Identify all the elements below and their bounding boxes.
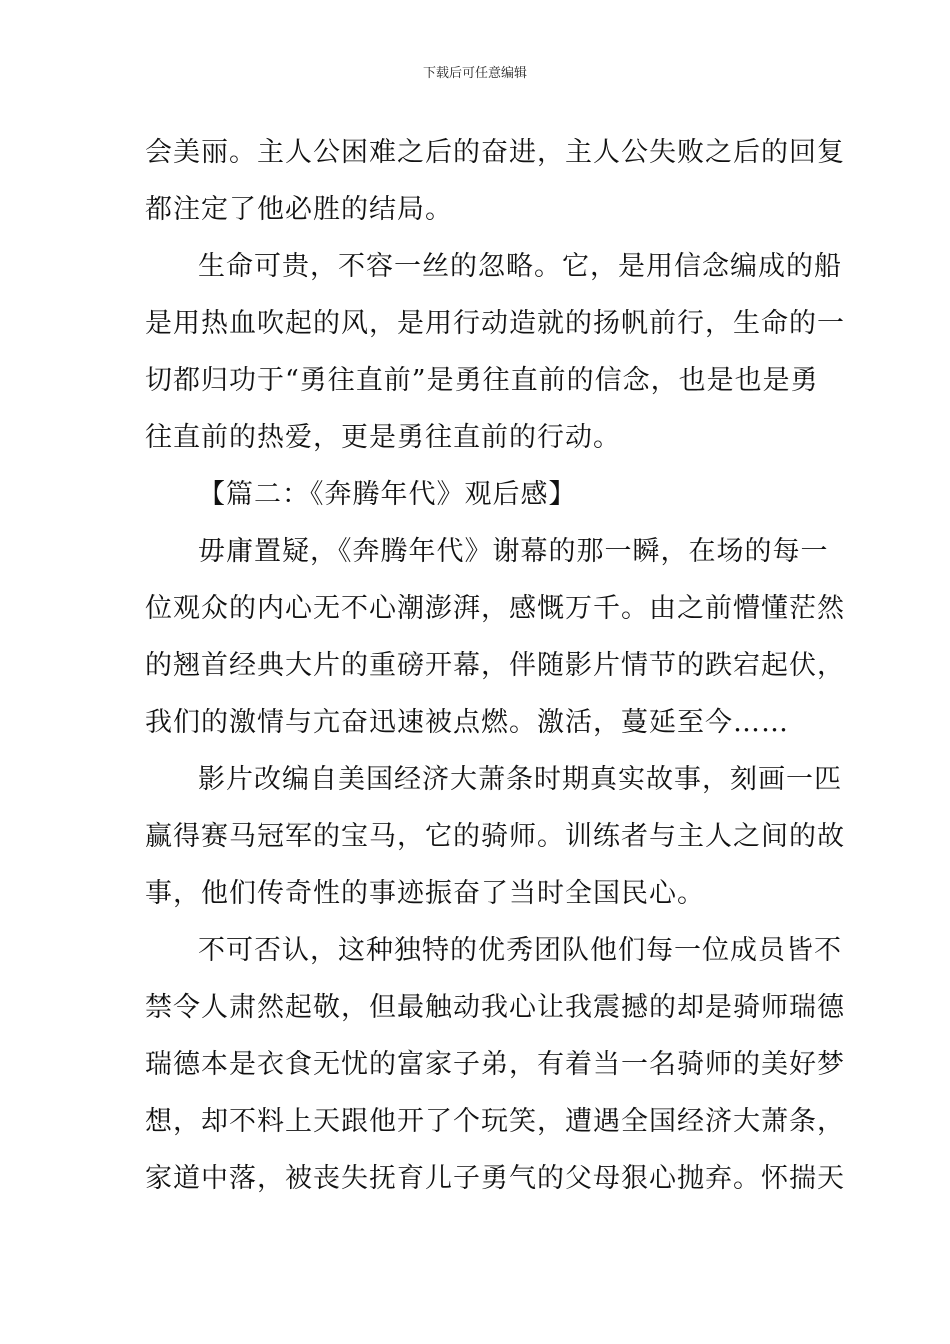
text-line: 往直前的热爱，更是勇往直前的行动。 bbox=[145, 422, 621, 453]
text-line: 的翘首经典大片的重磅开幕，伴随影片情节的跌宕起伏， bbox=[145, 650, 845, 681]
text-line: 我们的激情与亢奋迅速被点燃。激活，蔓延至今…… bbox=[145, 707, 789, 738]
text-line: 位观众的内心无不心潮澎湃，感慨万千。由之前懵懂茫然 bbox=[145, 593, 845, 624]
text-line: 都注定了他必胜的结局。 bbox=[145, 194, 453, 225]
text-line: 事，他们传奇性的事迹振奋了当时全国民心。 bbox=[145, 878, 705, 909]
text-line: 会美丽。主人公困难之后的奋进，主人公失败之后的回复 bbox=[145, 137, 845, 168]
text-line: 影片改编自美国经济大萧条时期真实故事，刻画一匹 bbox=[198, 764, 842, 795]
text-line: 赢得赛马冠军的宝马，它的骑师。训练者与主人之间的故 bbox=[145, 821, 845, 852]
text-line: 想，却不料上天跟他开了个玩笑，遭遇全国经济大萧条， bbox=[145, 1106, 845, 1137]
text-line: 不可否认，这种独特的优秀团队他们每一位成员皆不 bbox=[198, 935, 842, 966]
text-line: 是用热血吹起的风，是用行动造就的扬帆前行，生命的一 bbox=[145, 308, 845, 339]
text-line: 毋庸置疑，《奔腾年代》谢幕的那一瞬，在场的每一 bbox=[198, 536, 829, 567]
section-heading: 【篇二：《奔腾年代》观后感】 bbox=[198, 479, 577, 510]
text-line: 切都归功于“勇往直前”是勇往直前的信念，也是也是勇 bbox=[145, 365, 819, 396]
text-line: 瑞德本是衣食无忧的富家子弟，有着当一名骑师的美好梦 bbox=[145, 1049, 845, 1080]
text-line: 生命可贵，不容一丝的忽略。它，是用信念编成的船 bbox=[198, 251, 842, 282]
text-line: 家道中落，被丧失抚育儿子勇气的父母狠心抛弃。怀揣天 bbox=[145, 1163, 845, 1194]
page-header: 下载后可任意编辑 bbox=[422, 66, 527, 81]
text-line: 禁令人肃然起敬，但最触动我心让我震撼的却是骑师瑞德 bbox=[145, 992, 845, 1023]
